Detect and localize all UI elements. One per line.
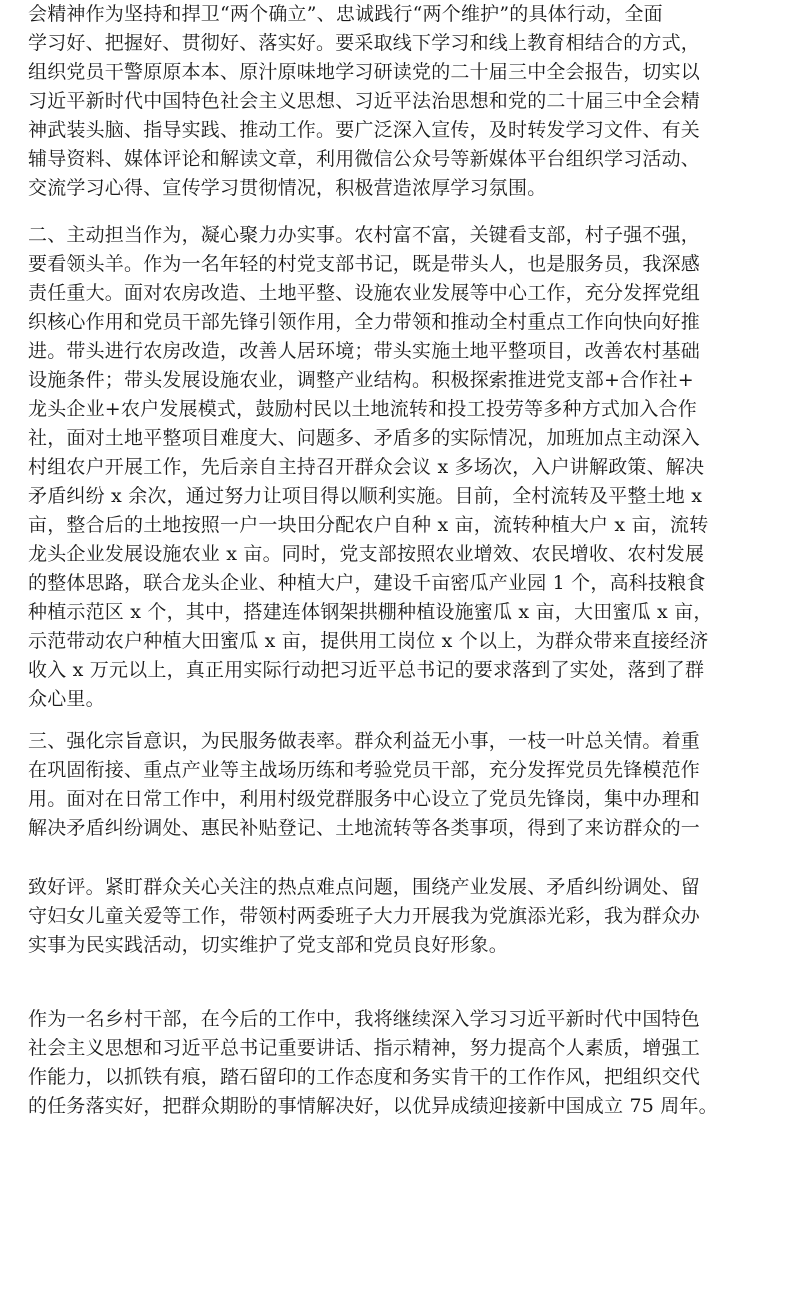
text-line: 用。面对在日常工作中，利用村级党群服务中心设立了党员先锋岗，集中办理和 [28, 788, 701, 810]
text-line: 责任重大。面对农房改造、土地平整、设施农业发展等中心工作，充分发挥党组 [28, 282, 701, 304]
text-line: 矛盾纠纷 x 余次，通过努力让项目得以顺利实施。目前，全村流转及平整土地 x [28, 485, 703, 507]
text-line: 示范带动农户种植大田蜜瓜 x 亩，提供用工岗位 x 个以上，为群众带来直接经济 [28, 630, 709, 652]
text-line: 习近平新时代中国特色社会主义思想、习近平法治思想和党的二十届三中全会精 [28, 90, 701, 112]
text-line: 三、强化宗旨意识，为民服务做表率。群众利益无小事，一枝一叶总关情。着重 [28, 730, 701, 752]
section-3-paragraph [28, 727, 700, 843]
text-line: 众心里。 [28, 688, 105, 710]
text-line: 守妇女儿童关爱等工作，带领村两委班子大力开展我为党旗添光彩，我为群众办 [28, 905, 701, 927]
closing-paragraph [28, 1005, 718, 1121]
text-line: 村组农户开展工作，先后亲自主持召开群众会议 x 多场次，入户讲解政策、解决 [28, 456, 705, 478]
text-line: 交流学习心得、宣传学习贯彻情况，积极营造浓厚学习氛围。 [28, 177, 547, 199]
text-line: 神武装头脑、指导实践、推动工作。要广泛深入宣传，及时转发学习文件、有关 [28, 119, 701, 141]
intro-paragraph [28, 0, 700, 203]
text-line: 的任务落实好，把群众期盼的事情解决好，以优异成绩迎接新中国成立 75 周年。 [28, 1095, 718, 1117]
text-line: 解决矛盾纠纷调处、惠民补贴登记、土地流转等各类事项，得到了来访群众的一 [28, 817, 701, 839]
text-line: 在巩固衔接、重点产业等主战场历练和考验党员干部，充分发挥党员先锋模范作 [28, 759, 701, 781]
text-line: 设施条件；带头发展设施农业，调整产业结构。积极探索推进党支部+合作社+ [28, 369, 694, 391]
text-line: 辅导资料、媒体评论和解读文章，利用微信公众号等新媒体平台组织学习活动、 [28, 148, 701, 170]
text-line: 学习好、把握好、贯彻好、落实好。要采取线下学习和线上教育相结合的方式， [28, 32, 701, 54]
text-line: 龙头企业+农户发展模式，鼓励村民以土地流转和投工投劳等多种方式加入合作 [28, 398, 697, 420]
text-line: 社会主义思想和习近平总书记重要讲话、指示精神，努力提高个人素质，增强工 [28, 1037, 701, 1059]
text-line: 社，面对土地平整项目难度大、问题多、矛盾多的实际情况，加班加点主动深入 [28, 427, 701, 449]
text-line: 织核心作用和党员干部先锋引领作用，全力带领和推动全村重点工作向快向好推 [28, 311, 701, 333]
text-line: 致好评。紧盯群众关心关注的热点难点问题，围绕产业发展、矛盾纠纷调处、留 [28, 876, 701, 898]
text-line: 二、主动担当作为，凝心聚力办实事。农村富不富，关键看支部，村子强不强， [28, 224, 701, 246]
text-line: 会精神作为坚持和捍卫“两个确立”、忠诚践行“两个维护”的具体行动，全面 [28, 3, 663, 25]
text-line: 的整体思路，联合龙头企业、种植大户，建设千亩密瓜产业园 1 个，高科技粮食 [28, 572, 706, 594]
text-line: 作能力，以抓铁有痕，踏石留印的工作态度和务实肯干的工作作风，把组织交代 [28, 1066, 701, 1088]
text-line: 亩，整合后的土地按照一户一块田分配农户自种 x 亩，流转种植大户 x 亩，流转 [28, 514, 709, 536]
section-2-paragraph [28, 221, 713, 714]
text-line: 实事为民实践活动，切实维护了党支部和党员良好形象。 [28, 934, 509, 956]
text-line: 种植示范区 x 个，其中，搭建连体钢架拱棚种植设施蜜瓜 x 亩，大田蜜瓜 x 亩， [28, 601, 713, 623]
text-line: 龙头企业发展设施农业 x 亩。同时，党支部按照农业增效、农民增收、农村发展 [28, 543, 705, 565]
section-3-continuation [28, 873, 700, 960]
text-line: 要看领头羊。作为一名年轻的村党支部书记，既是带头人，也是服务员，我深感 [28, 253, 701, 275]
text-line: 作为一名乡村干部，在今后的工作中，我将继续深入学习习近平新时代中国特色 [28, 1008, 701, 1030]
text-line: 收入 x 万元以上，真正用实际行动把习近平总书记的要求落到了实处，落到了群 [28, 659, 705, 681]
text-line: 组织党员干警原原本本、原汁原味地学习研读党的二十届三中全会报告，切实以 [28, 61, 701, 83]
text-line: 进。带头进行农房改造，改善人居环境；带头实施土地平整项目，改善农村基础 [28, 340, 701, 362]
